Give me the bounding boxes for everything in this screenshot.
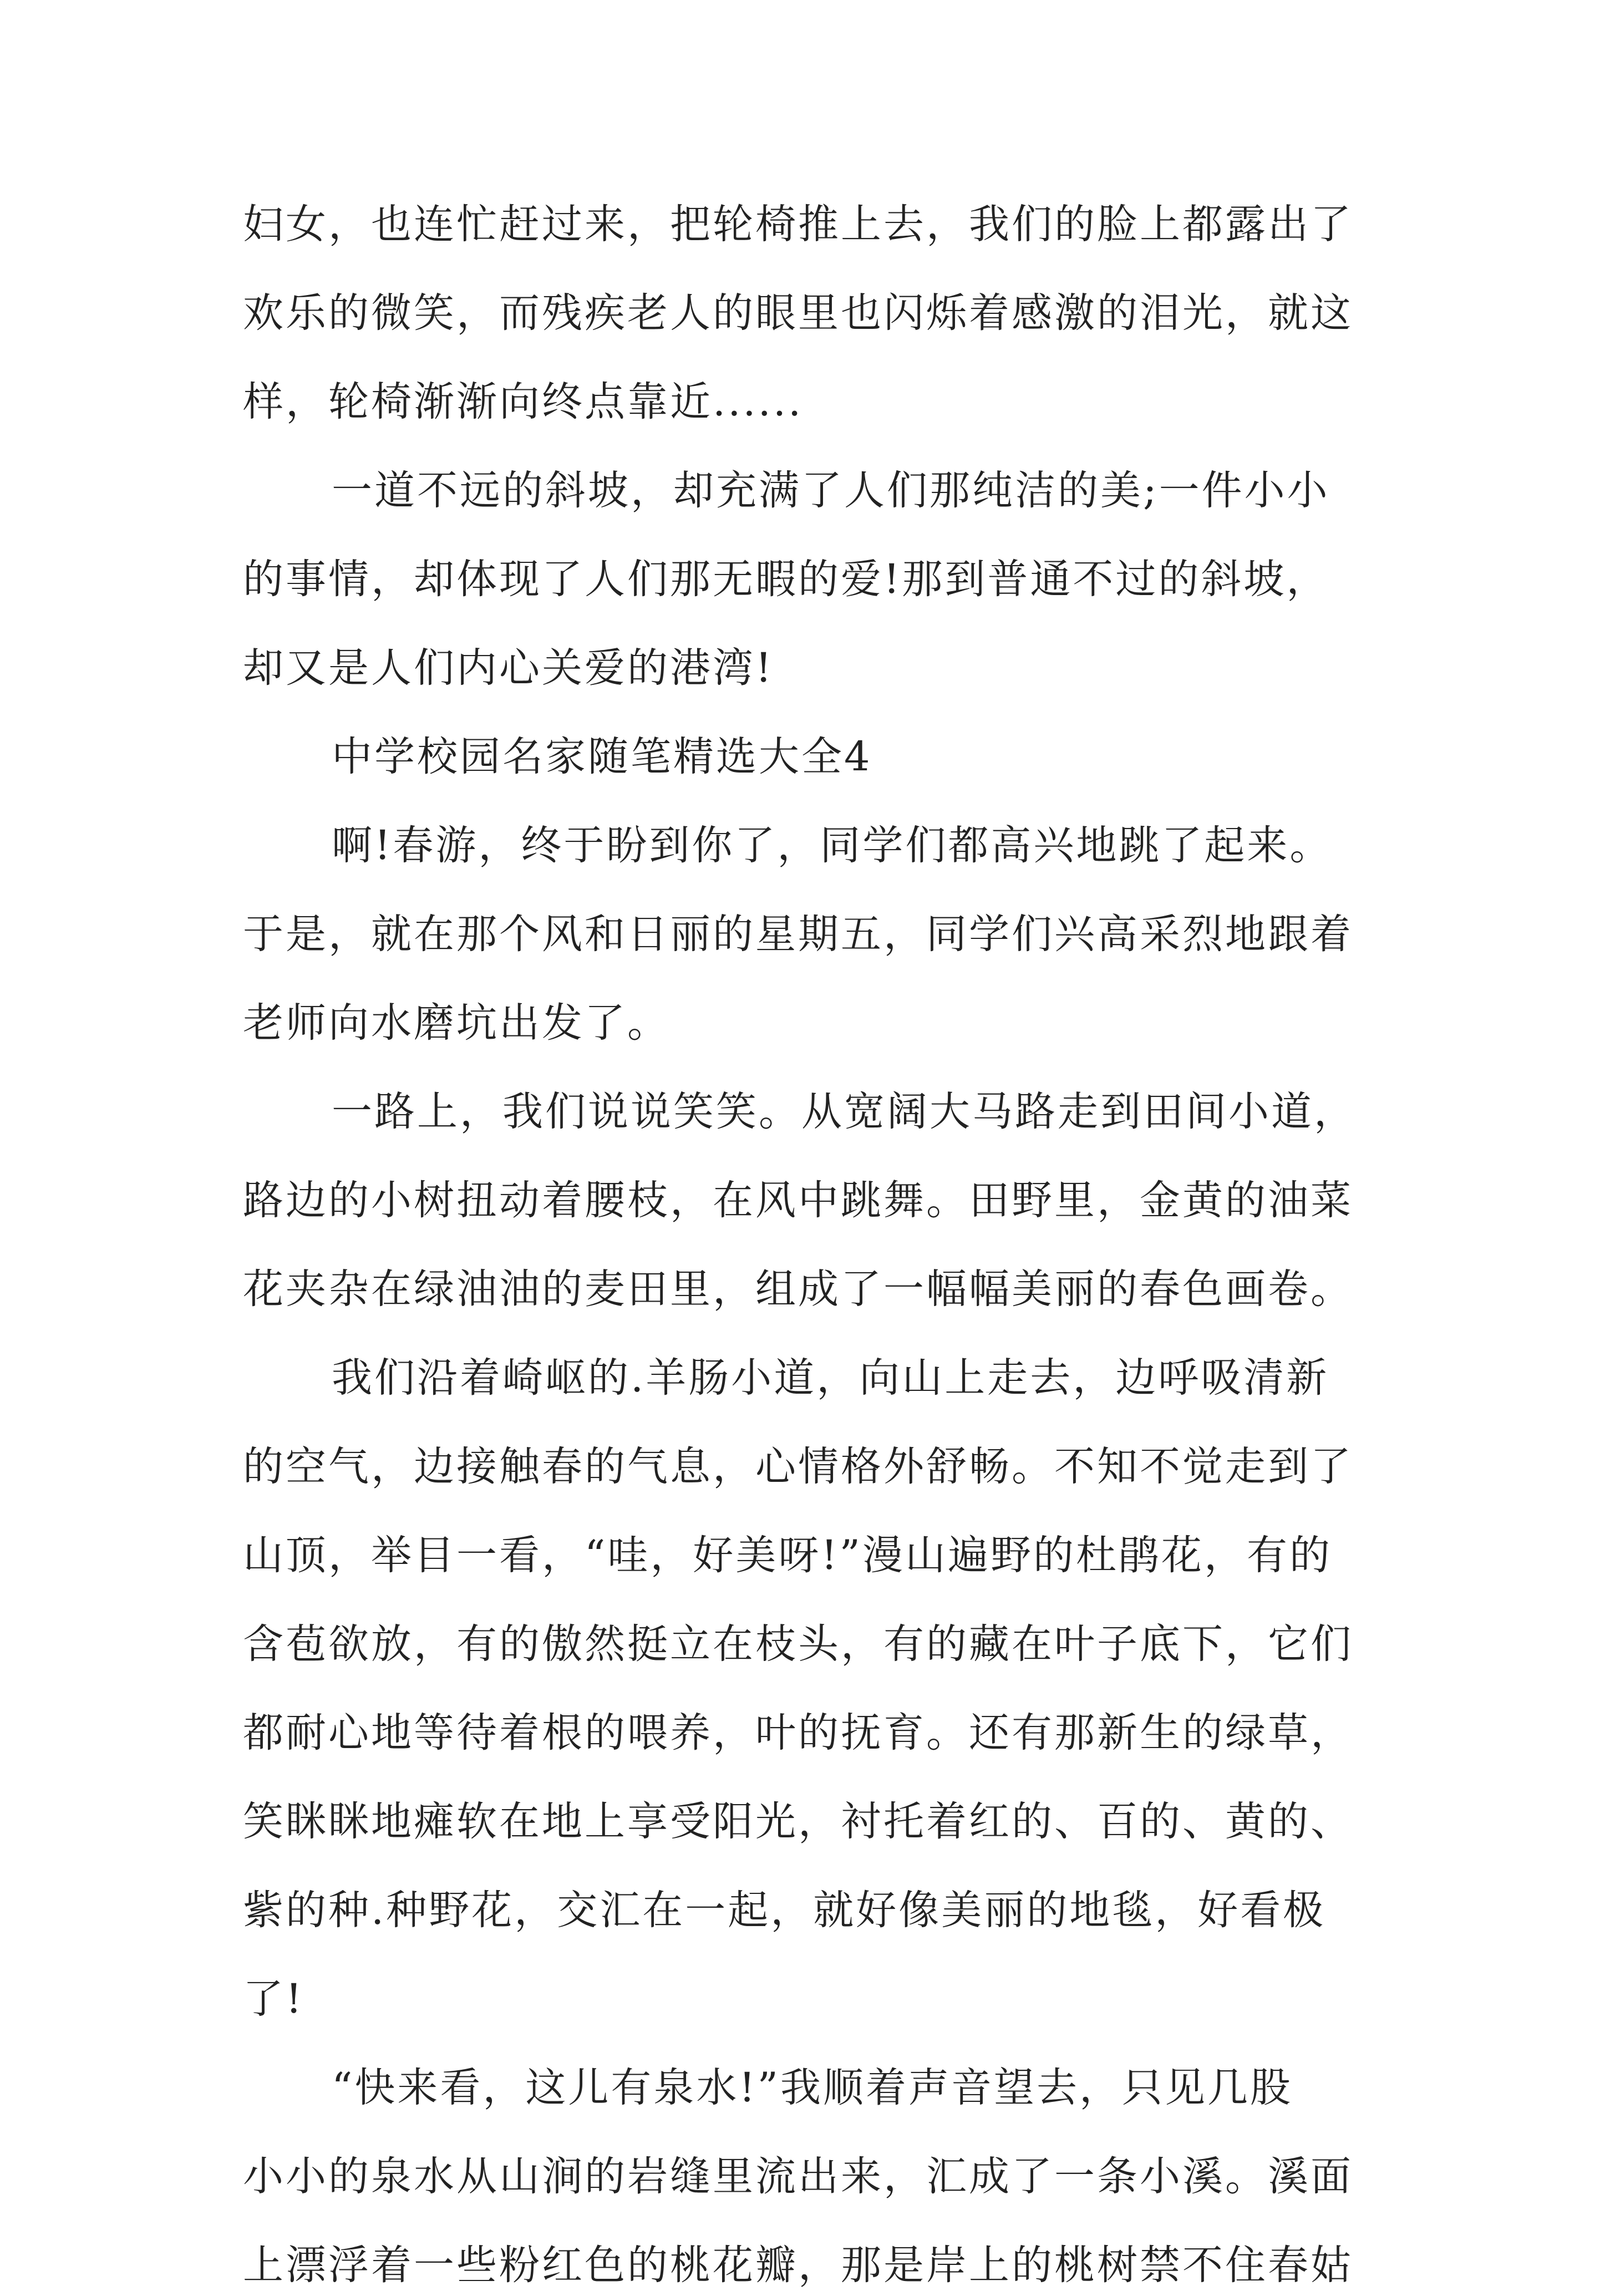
paragraph-first-line: 一路上，我们说说笑笑。从宽阔大马路走到田间小道， bbox=[332, 1088, 1357, 1135]
text-line: 老师向水磨坑出发了。 bbox=[243, 999, 670, 1047]
paragraph-first-line: 啊!春游，终于盼到你了，同学们都高兴地跳了起来。 bbox=[332, 822, 1333, 869]
text-line: 含苞欲放，有的傲然挺立在枝头，有的藏在叶子底下，它们 bbox=[243, 1621, 1353, 1668]
text-line: 的空气，边接触春的气息，心情格外舒畅。不知不觉走到了 bbox=[243, 1443, 1353, 1490]
text-line: 笑眯眯地瘫软在地上享受阳光，衬托着红的、百的、黄的、 bbox=[243, 1798, 1353, 1845]
text-line: 小小的泉水从山涧的岩缝里流出来，汇成了一条小溪。溪面 bbox=[243, 2153, 1353, 2200]
text-line: 山顶，举目一看，“哇，好美呀!”漫山遍野的杜鹃花，有的 bbox=[243, 1532, 1332, 1579]
text-line: 却又是人们内心关爱的港湾! bbox=[243, 644, 774, 692]
text-line: 花夹杂在绿油油的麦田里，组成了一幅幅美丽的春色画卷。 bbox=[243, 1266, 1353, 1313]
text-line: 于是，就在那个风和日丽的星期五，同学们兴高采烈地跟着 bbox=[243, 911, 1353, 958]
section-heading: 中学校园名家随笔精选大全4 bbox=[332, 733, 872, 780]
paragraph-first-line: 我们沿着崎岖的.羊肠小道，向山上走去，边呼吸清新 bbox=[332, 1354, 1329, 1401]
paragraph-first-line: 一道不远的斜坡，却充满了人们那纯洁的美;一件小小 bbox=[332, 467, 1330, 514]
text-line: 路边的小树扭动着腰枝，在风中跳舞。田野里，金黄的油菜 bbox=[243, 1177, 1353, 1224]
text-line: 都耐心地等待着根的喂养，叶的抚育。还有那新生的绿草， bbox=[243, 1709, 1353, 1756]
text-line: 样，轮椅渐渐向终点靠近...... bbox=[243, 378, 804, 425]
text-line: 妇女，也连忙赶过来，把轮椅推上去，我们的脸上都露出了 bbox=[243, 201, 1353, 248]
text-line: 紫的种.种野花，交汇在一起，就好像美丽的地毯，好看极 bbox=[243, 1887, 1326, 1934]
text-line: 上漂浮着一些粉红色的桃花瓣，那是岸上的桃树禁不住春姑 bbox=[243, 2242, 1353, 2289]
text-line: 的事情，却体现了人们那无暇的爱!那到普通不过的斜坡， bbox=[243, 556, 1329, 603]
paragraph-first-line: “快来看，这儿有泉水!”我顺着声音望去，只见几股 bbox=[332, 2064, 1293, 2111]
text-line: 欢乐的微笑，而残疾老人的眼里也闪烁着感激的泪光，就这 bbox=[243, 289, 1353, 337]
text-line: 了! bbox=[243, 1975, 304, 2023]
